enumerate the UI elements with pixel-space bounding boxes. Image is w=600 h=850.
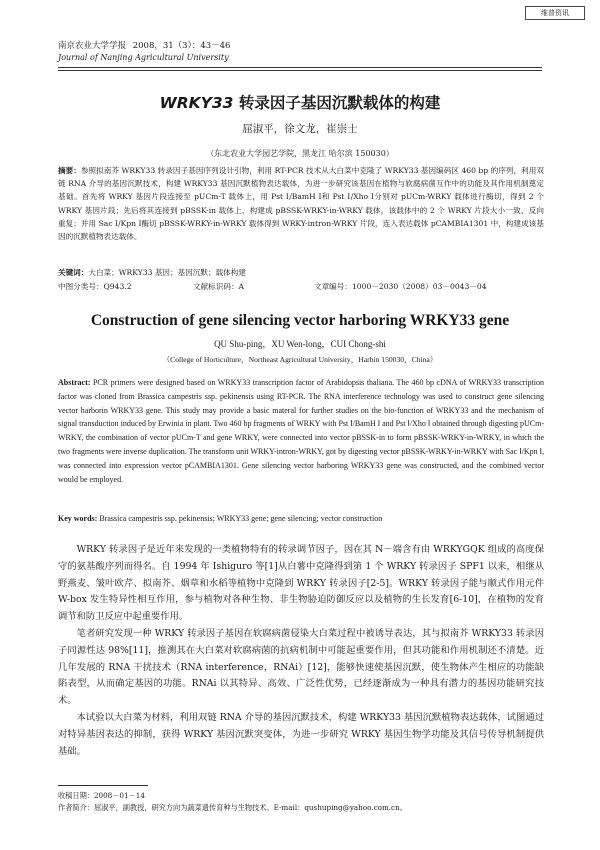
abstract-en-text: PCR primers were designed based on WRKY33 transcription factor of Arabidopsis thaliana. The 460 bp cDNA of WRKY33 transcription factor was cloned from Brassica campestris ssp. pekinensis using RT-PCR. The RNA interference technology was used to construct gene silencing vector harborin WRKY33 gene. This study may provide a basic materal for further studies on the bio-function of WRKY33 and the mechanism of signal transduction induced by Erwinia in plant. Two 460 bp fragments of WRKY with Pst Ⅰ/BamH Ⅰ and Pst Ⅰ/Xho Ⅰ obtained through digesting pUCm-WRKY, the combination of vector pUCm-T and gene WRKY, were connected into vector pBSSK-in to form pBSSK-WRKY-in-WRKY, in which the two fragments were inverse duplication. The transform unit WRKY-intron-WRKY, got by digesting vector pBSSK-WRKY-in-WRKY with Sac Ⅰ/Kpn Ⅰ, was connected into expression vector pCAMBIA1301. Gene silencing vector harboring WRKY33 gene was constructed, and the combined vector would be employed.	[58, 378, 544, 484]
body-text	[58, 542, 544, 760]
page-title-cn	[0, 91, 600, 113]
abstract-en	[58, 376, 544, 486]
affiliation-en: （College of Horticulture，Northeast Agricultural University，Harbin 150030，China）	[162, 355, 438, 364]
abstract-cn-text: 参照拟南芥 WRKY33 转录因子基因序列设计引物，利用 RT-PCR 技术从大白菜中克隆了 WRKY33 基因编码区 460 bp 的序列，利用双链 RNA 介导的基因沉默技术，构建 WRKY33 基因沉默植物表达载体，为进一步研究该基因在植物与软腐病菌互作中的功能及其作用机制奠定基础。首先将 WRKY 基因片段连接至 pUCm-T 载体上，用 Pst Ⅰ/BamH Ⅰ和 Pst Ⅰ/Xho Ⅰ分别对 pUCm-WRKY 载体进行酶切，得到 2 个 WRKY 基因片段；先后将其连接到 pBSSK-in 载体上，构建成 pBSSK-WRKY-in-WRKY 载体，该载体中的 2 个 WRKY 片段大小一致、反向重复；并用 Sac Ⅰ/Kpn Ⅰ酶切 pBSSK-WRKY-in-WRKY 载体得到 WRKY-intron-WRKY 片段，连入表达载体 pCAMBIA1301 中，构建成该基因的沉默植物表达载体。	[58, 166, 544, 242]
journal-name-cn: 南京农业大学学报	[58, 41, 127, 51]
abstract-cn-label: 摘要：	[58, 166, 81, 175]
page-title-en: Construction of gene silencing vector harboring WRKY33 gene	[90, 312, 510, 329]
keywords-en	[58, 512, 544, 526]
keywords-cn-label: 关键词：	[58, 268, 89, 277]
keywords-en-text: Brassica campestris ssp. pekinensis; WRKY33 gene; gene silencing; vector construction	[99, 514, 383, 523]
author-info: 作者简介：屈淑平，副教授，研究方向为蔬菜遗传育种与生物技术。E-mail：qushuping@yahoo.com.cn。	[58, 803, 407, 812]
authors-cn: 屈淑平，徐文龙，崔崇士	[242, 123, 358, 135]
received-date: 收稿日期：2008－01－14	[58, 791, 145, 800]
journal-header	[58, 40, 230, 64]
title-gene-name: WRKY33	[159, 94, 234, 112]
journal-name-en: Journal of Nanjing Agricultural University	[58, 53, 229, 62]
footnote	[58, 790, 544, 814]
clc-number: 中图分类号：Q943.2	[58, 282, 132, 291]
journal-issue: 2008，31（3）：43－46	[132, 41, 231, 51]
authors-en: QU Shu-ping，XU Wen-long，CUI Chong-shi	[214, 339, 386, 349]
abstract-cn	[58, 164, 544, 243]
keywords-cn-text: 大白菜；WRKY33 基因；基因沉默；载体构建	[88, 268, 246, 277]
footnote-rule	[58, 785, 148, 786]
title-cn-rest: 转录因子基因沉默载体的构建	[233, 93, 441, 112]
document-code: 文献标识码：A	[193, 282, 245, 291]
body-paragraph-2: 笔者研究发现一种 WRKY 转录因子基因在软腐病菌侵染大白菜过程中被诱导表达，其与拟南芥 WRKY33 转录因子同源性达 98%[11]，推测其在大白菜对软腐病菌的抗病机制中可能起重要作用，但其功能和作用机制还不清楚。近几年发展的 RNA 干扰技术（RNA interference，RNAi）[12]，能够快速使基因沉默，使生物体产生相应的功能缺陷表型，从而确定基因的功能。RNAi 以其特异、高效、广泛性优势，已经逐渐成为一种具有潜力的基因功能研究技术。	[58, 627, 544, 707]
article-number: 文章编号：1000－2030（2008）03－0043－04	[314, 282, 487, 291]
source-badge: 维普资讯	[525, 6, 585, 20]
header-rule-2	[58, 70, 542, 71]
body-paragraph-3: 本试验以大白菜为材料，利用双链 RNA 介导的基因沉默技术，构建 WRKY33 基因沉默植物表达载体，试图通过对特异基因表达的抑制，获得 WRKY 基因沉默突变体，为进一步研究 WRKY 基因生物学功能及其信号传导机制提供基础。	[58, 711, 544, 757]
affiliation-cn: （东北农业大学园艺学院，黑龙江 哈尔滨 150030）	[206, 149, 394, 158]
keywords-en-label: Key words:	[58, 514, 98, 523]
keywords-cn	[58, 266, 544, 279]
abstract-en-label: Abstract:	[58, 378, 91, 387]
body-paragraph-1: WRKY 转录因子是近年来发现的一类植物特有的转录调节因子，因在其 N－端含有由 WRKYGQK 组成的高度保守的氨基酸序列而得名。自 1994 年 Ishiguro 等[1]从白薯中克隆得到第 1 个 WRKY 转录因子 SPF1 以来，相继从野燕麦、皱叶欧芹、拟南芥、烟草和水稻等植物中克隆到 WRKY 转录因子[2-5]。WRKY 转录因子能与顺式作用元件 W-box 发生特异性相互作用，参与植物对各种生物、非生物胁迫防御反应以及植物的生长发育[6-10]，在植物的发育调节和防卫反应中起重要作用。	[58, 544, 544, 623]
header-rule	[58, 67, 542, 68]
